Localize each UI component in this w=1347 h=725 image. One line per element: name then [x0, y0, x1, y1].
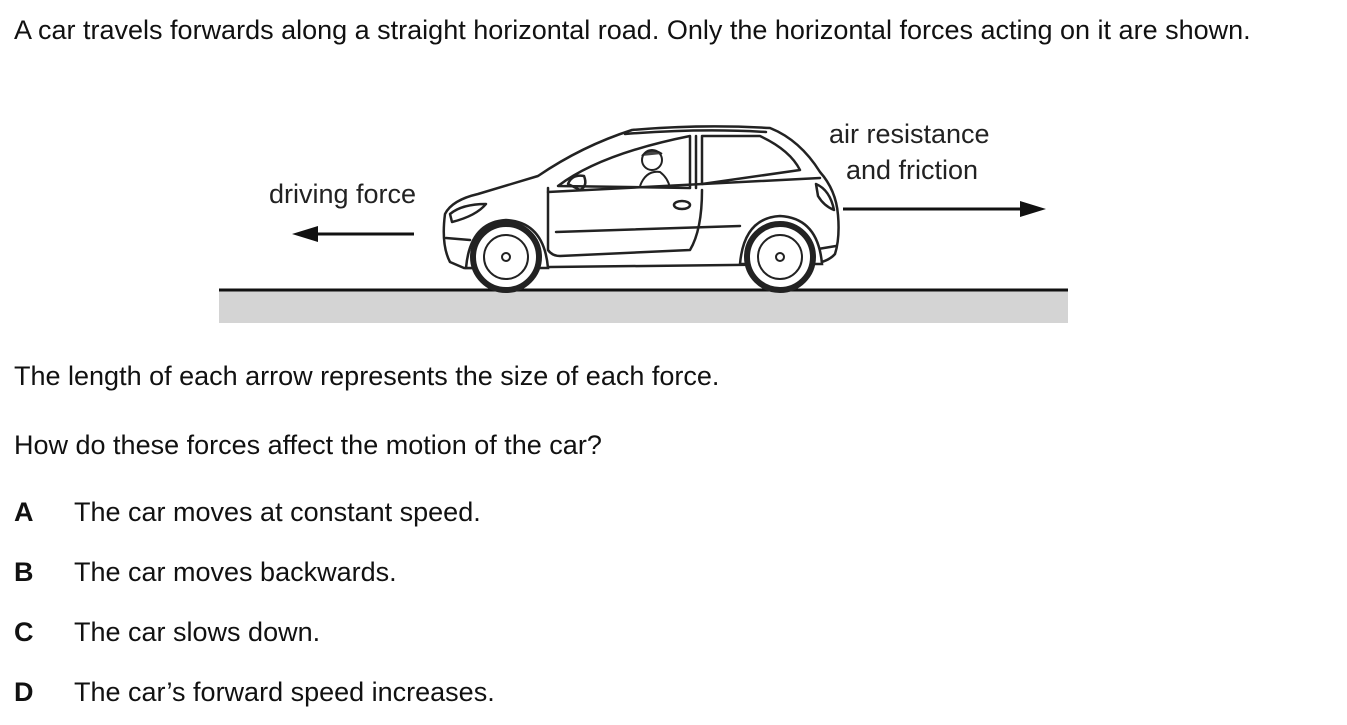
option-letter: B [14, 557, 34, 587]
option-text: The car’s forward speed increases. [74, 677, 495, 707]
car-forces-figure [0, 100, 1347, 340]
option-letter: A [14, 497, 34, 527]
question-prompt: How do these forces affect the motion of the car? [14, 430, 602, 460]
driving-force-label: driving force [269, 179, 417, 209]
option-text: The car moves at constant speed. [74, 497, 481, 527]
driving-force-arrow [292, 226, 414, 242]
option-letter: C [14, 617, 34, 647]
friction-label: and friction [846, 155, 979, 185]
air-resistance-label: air resistance [829, 119, 990, 149]
car-diagram [0, 100, 1347, 340]
road-surface [219, 291, 1068, 323]
rear-wheel [747, 224, 813, 290]
resistance-arrow [843, 201, 1046, 217]
front-wheel [473, 224, 539, 290]
question-statement: The length of each arrow represents the size of each force. [14, 361, 720, 391]
question-intro: A car travels forwards along a straight horizontal road. Only the horizontal forces acting on it are shown. [14, 15, 1251, 45]
option-text: The car slows down. [74, 617, 321, 647]
option-text: The car moves backwards. [74, 557, 397, 587]
option-letter: D [14, 677, 34, 707]
